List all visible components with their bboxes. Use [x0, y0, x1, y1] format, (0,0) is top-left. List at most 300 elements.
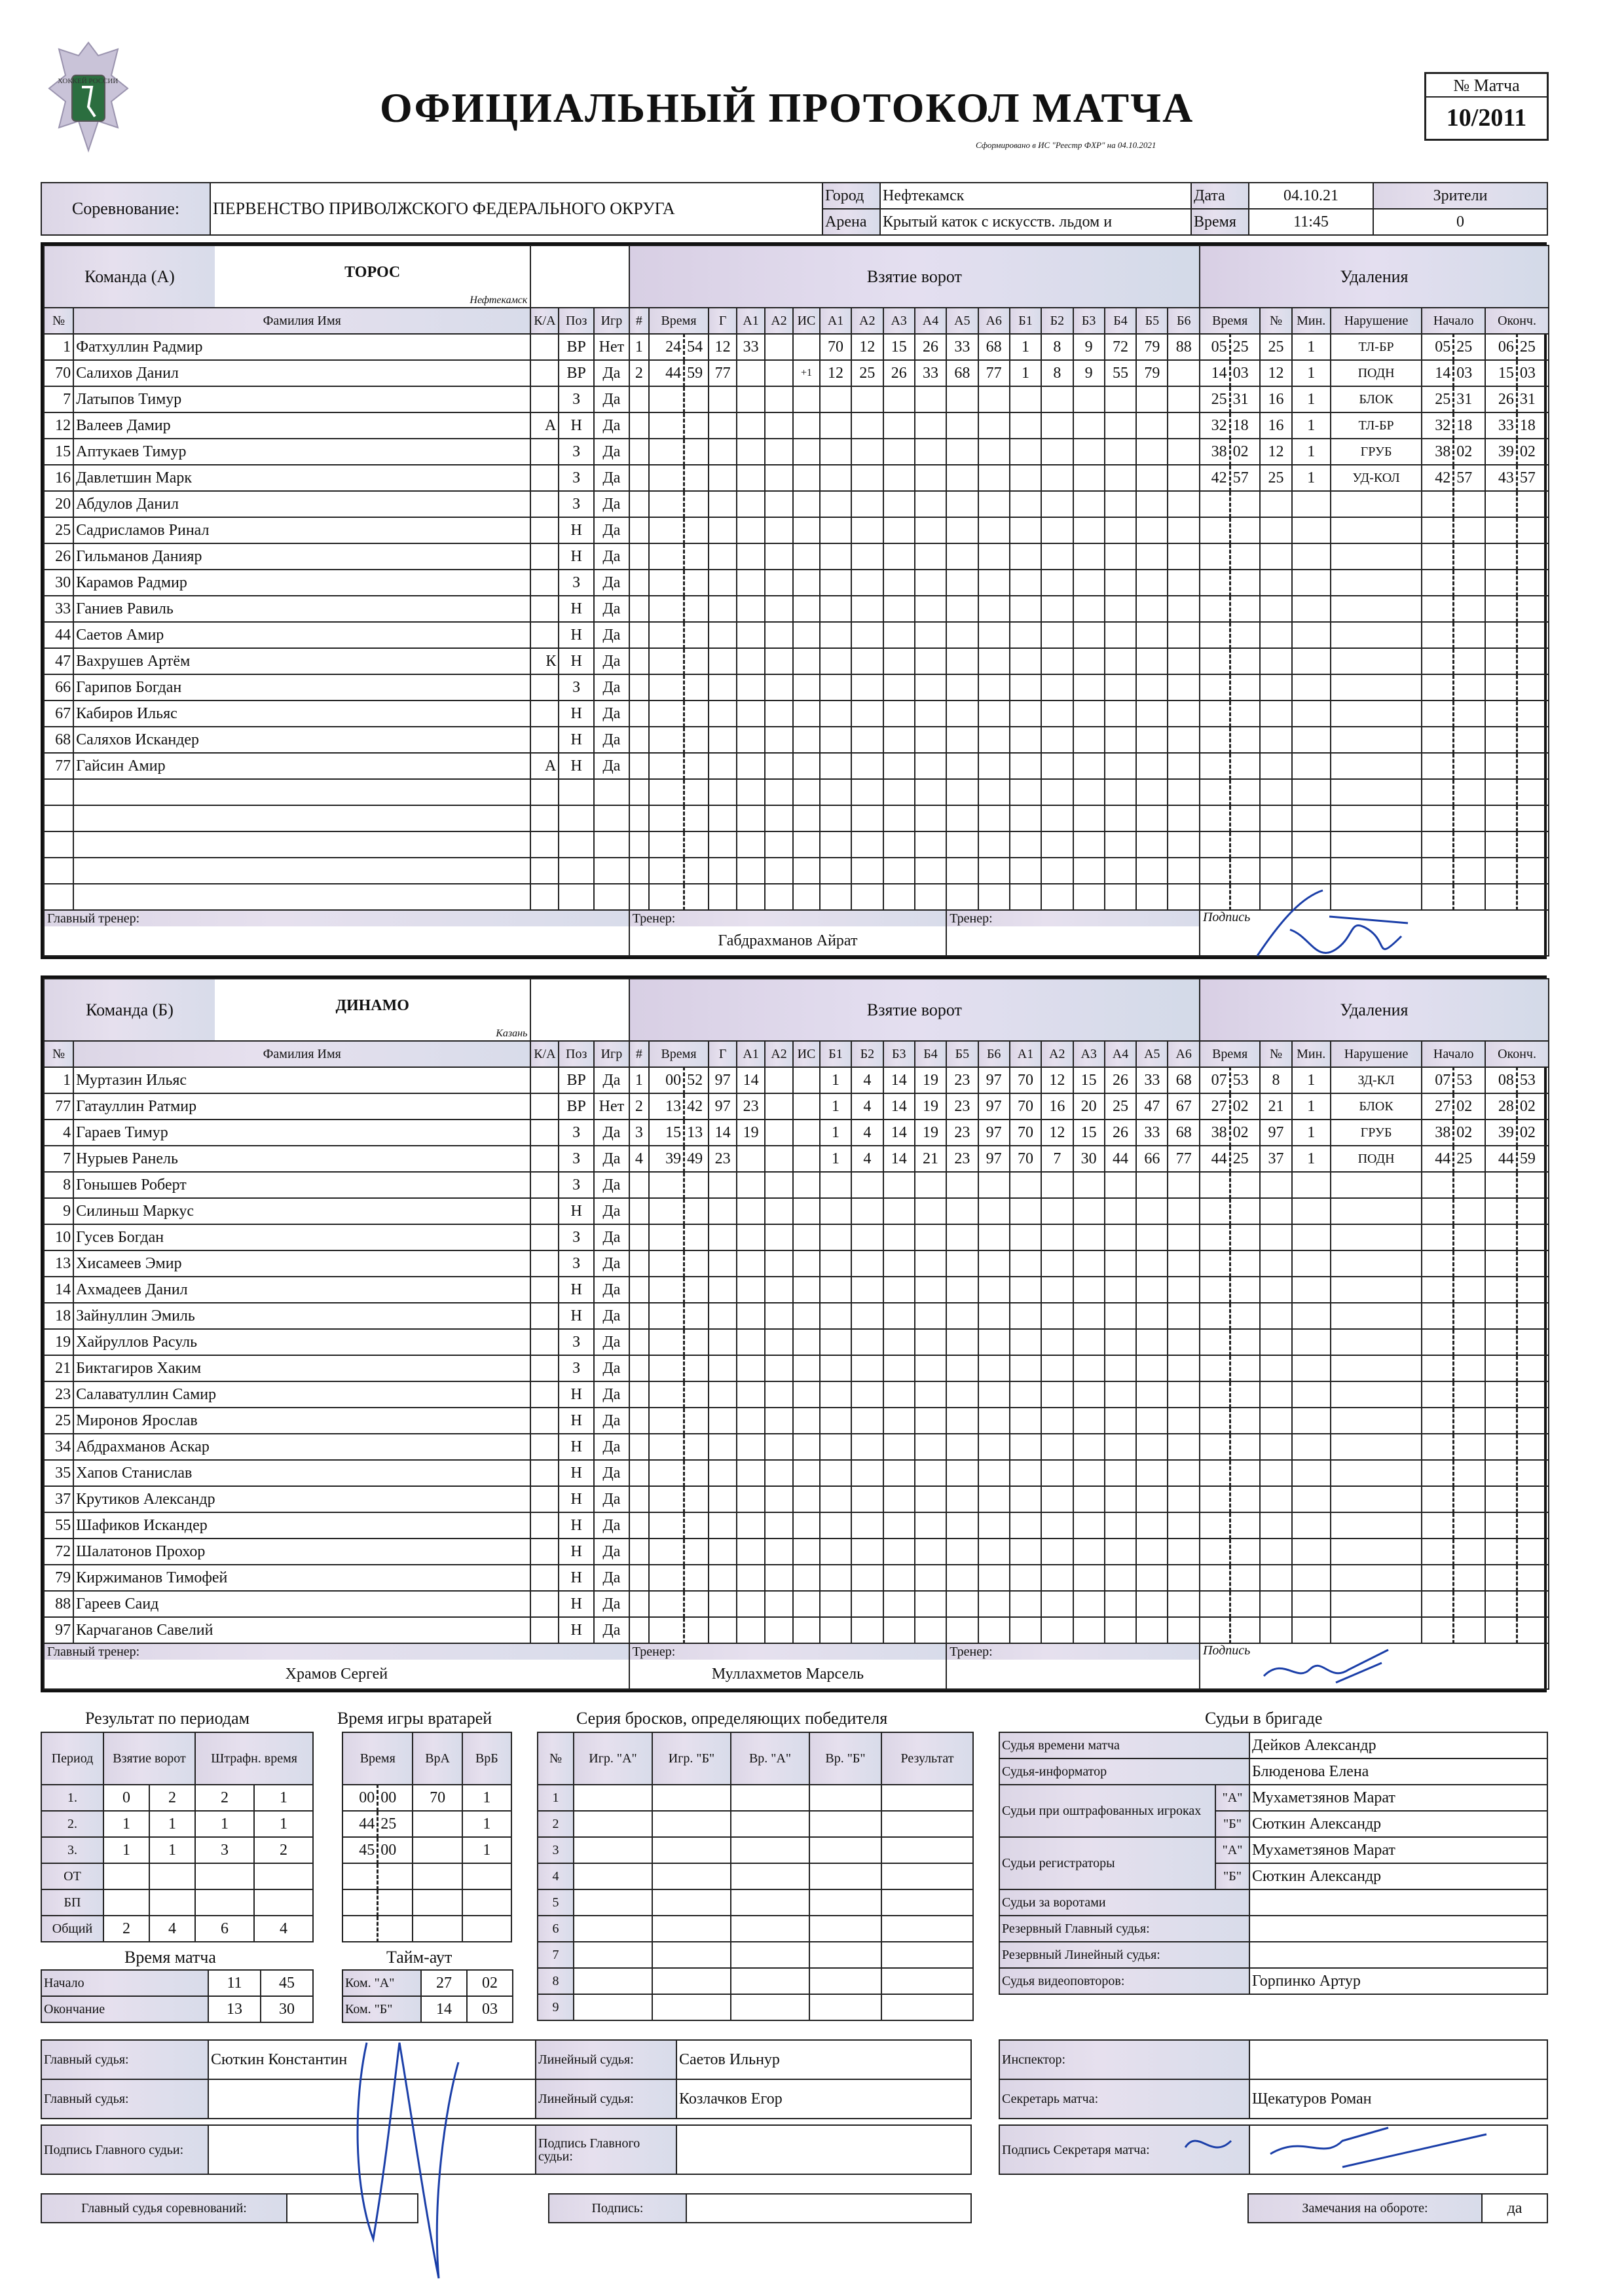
teamB-goal-a2: [765, 1120, 793, 1146]
secretary-value: Щекатуров Роман: [1249, 2079, 1547, 2119]
teamB-goal-onice: 14: [883, 1093, 915, 1120]
periods-header-penalty: Штрафн. время: [195, 1732, 313, 1785]
teamA-pen-end-sec: [1517, 701, 1549, 727]
teamA-goal-onice: [1010, 491, 1041, 517]
teamB-row-number: 1: [44, 1067, 73, 1093]
teamA-goal-onice: [1010, 727, 1041, 753]
teamA-goal-onice: 33: [915, 360, 946, 386]
teamA-goal-onice: [851, 674, 883, 701]
teamA-goal-is: [793, 570, 820, 596]
teamB-goal-onice: [946, 1277, 978, 1303]
teamA-goal-no: [629, 517, 649, 543]
teamA-goal-onice: [1073, 701, 1105, 727]
teamB-pen-start-min: [1422, 1329, 1453, 1355]
teamB-goal-onice: [978, 1329, 1010, 1355]
teamB-pen-minutes: [1292, 1591, 1331, 1617]
teamA-goal-onice: [851, 622, 883, 648]
teamB-goal-onice: [1073, 1539, 1105, 1565]
teamA-row-player-name: Гарипов Богдан: [73, 674, 530, 701]
teamA-pen-sec: 25: [1230, 334, 1260, 360]
teamA-goal-onice: [883, 465, 915, 491]
teamB-pen-player: [1260, 1512, 1291, 1539]
teamB-pen-violation: ПОДН: [1331, 1146, 1422, 1172]
teamB-goal-onice: [915, 1486, 946, 1512]
teamB-goal-onice: [1136, 1512, 1168, 1539]
teamA-goal-onice: 72: [1105, 334, 1136, 360]
teamA-row-played: [594, 831, 629, 858]
shootout-player-a: [574, 1942, 652, 1968]
teamA-pen-end-min: [1485, 543, 1517, 570]
sig-main-referee-2: [676, 2125, 971, 2174]
teamA-goal-onice: [820, 779, 851, 805]
teamB-goal-is: [793, 1434, 820, 1460]
periods-title: Результат по периодам: [85, 1709, 250, 1728]
teamB-goal-onice: [1105, 1198, 1136, 1224]
teamB-pen-end-min: [1485, 1250, 1517, 1277]
teamA-goal-onice: [1168, 674, 1199, 701]
timeout-a-sec: 02: [467, 1970, 513, 1996]
teamB-goal-min: 15: [649, 1120, 684, 1146]
teamB-goal-onice: [978, 1381, 1010, 1408]
teamA-goal-onice: [851, 701, 883, 727]
teamB-pen-start-sec: [1454, 1198, 1485, 1224]
teamA-goal-is: [793, 779, 820, 805]
teamB-goal-sec: [684, 1460, 709, 1486]
teamB-goal-onice: [946, 1617, 978, 1643]
teamA-goal-a2: [765, 622, 793, 648]
teamA-pen-minutes: [1292, 622, 1331, 648]
teamB-coach2-cell: [946, 1643, 1200, 1689]
teamA-goal-onice: [946, 674, 978, 701]
teamA-goal-onice: [1105, 701, 1136, 727]
shootout-no: 3: [538, 1837, 574, 1863]
goalies-header-a: ВрА: [413, 1732, 462, 1785]
teamB-pen-player: [1260, 1565, 1291, 1591]
teamB-goal-onice: [1168, 1408, 1199, 1434]
goalies-header-b: ВрБ: [462, 1732, 511, 1785]
teamB-goal-no: [629, 1172, 649, 1198]
goalie-time-min: 45: [342, 1837, 378, 1863]
teamB-goal-onice: [1105, 1591, 1136, 1617]
teamB-goal-onice: [883, 1539, 915, 1565]
teamA-goal-sec: [684, 884, 709, 910]
teamA-pen-violation: [1331, 517, 1422, 543]
teamA-goal-onice: [1073, 570, 1105, 596]
teamB-goal-onice: [1105, 1224, 1136, 1250]
teamB-row-number: 13: [44, 1250, 73, 1277]
teamA-goal-a2: [765, 439, 793, 465]
teamB-pen-violation: [1331, 1460, 1422, 1486]
teamB-row-player-name: Крутиков Александр: [73, 1486, 530, 1512]
teamB-goal-onice: 12: [1041, 1120, 1073, 1146]
teamA-row-position: Н: [559, 727, 594, 753]
teamA-goal-onice: [978, 543, 1010, 570]
teamA-pen-player: [1260, 779, 1291, 805]
teamB-pen-end-min: [1485, 1617, 1517, 1643]
teamB-goal-onice: [915, 1539, 946, 1565]
teamB-goal-onice: [915, 1303, 946, 1329]
teamA-row-player-name: Кабиров Ильяс: [73, 701, 530, 727]
teamB-goal-onice: [1168, 1277, 1199, 1303]
teamA-goal-onice: 12: [851, 334, 883, 360]
teamB-goal-a1: [737, 1512, 765, 1539]
official-name: Сюткин Александр: [1249, 1811, 1547, 1837]
teamA-pen-end-sec: 25: [1517, 334, 1549, 360]
teamA-pen-sec: 18: [1230, 412, 1260, 439]
teamA-goal-onice: [1136, 805, 1168, 831]
teamA-goal-is: [793, 334, 820, 360]
teamA-row-number: 26: [44, 543, 73, 570]
teamB-pen-sec: [1230, 1460, 1260, 1486]
teamA-row-player-name: Саляхов Искандер: [73, 727, 530, 753]
teamA-row-number: 44: [44, 622, 73, 648]
teamB-goal-onice: 4: [851, 1120, 883, 1146]
teamB-goal-a2: [765, 1093, 793, 1120]
teamB-goal-sec: [684, 1329, 709, 1355]
teamA-goal-onice: 26: [915, 334, 946, 360]
teamA-pen-sec: [1230, 701, 1260, 727]
teamB-pen-sec: [1230, 1277, 1260, 1303]
teamB-goal-min: [649, 1329, 684, 1355]
teamA-row-position: Н: [559, 412, 594, 439]
teamB-goal-scorer: [709, 1512, 737, 1539]
goalie-time-sec: [378, 1863, 413, 1889]
teamA-goal-sec: [684, 386, 709, 412]
teamB-pen-minutes: [1292, 1381, 1331, 1408]
match-start-hour: 11: [208, 1970, 261, 1996]
teamA-row-position: Н: [559, 543, 594, 570]
teamA-pen-sec: [1230, 517, 1260, 543]
teamB-row-played: Да: [594, 1565, 629, 1591]
teamA-row-number: [44, 884, 73, 910]
teamB-goal-scorer: [709, 1198, 737, 1224]
period-goals-b: [149, 1889, 195, 1916]
teamA-goal-is: [793, 465, 820, 491]
teamB-pen-minutes: 1: [1292, 1146, 1331, 1172]
teamA-goal-onice: [1136, 386, 1168, 412]
teamB-row-position: Н: [559, 1486, 594, 1512]
teamA-pen-start-min: [1422, 517, 1453, 543]
teamA-goal-onice: [820, 386, 851, 412]
teamA-goal-onice: [1105, 491, 1136, 517]
teamB-row-number: 4: [44, 1120, 73, 1146]
teamB-pen-player: [1260, 1434, 1291, 1460]
teamA-goal-a2: [765, 701, 793, 727]
teamA-pen-violation: [1331, 674, 1422, 701]
teamB-goal-onice: [851, 1381, 883, 1408]
teamA-goal-a1: [737, 622, 765, 648]
teamB-goal-sec: [684, 1224, 709, 1250]
teamB-goal-onice: [978, 1512, 1010, 1539]
teamA-goal-is: [793, 805, 820, 831]
teamB-goal-onice: [1010, 1434, 1041, 1460]
teamB-pen-end-sec: [1517, 1329, 1549, 1355]
teamB-h-onice-9: А4: [1105, 1041, 1136, 1067]
teamA-goal-onice: [883, 727, 915, 753]
teamB-goal-onice: [1010, 1329, 1041, 1355]
teamB-pen-end-min: [1485, 1539, 1517, 1565]
teamA-h-onice-8: Б3: [1073, 308, 1105, 334]
teamA-row-player-name: Садрисламов Ринал: [73, 517, 530, 543]
teamB-goal-onice: [851, 1198, 883, 1224]
teamB-goal-onice: [851, 1355, 883, 1381]
teamB-pen-end-sec: [1517, 1539, 1549, 1565]
teamB-pen-start-sec: [1454, 1486, 1485, 1512]
teamA-goal-onice: [915, 858, 946, 884]
teamA-goal-onice: 9: [1073, 360, 1105, 386]
teamB-goal-onice: 97: [978, 1093, 1010, 1120]
teamB-pen-end-sec: [1517, 1250, 1549, 1277]
teamA-goal-onice: [1041, 727, 1073, 753]
teamB-goal-no: [629, 1539, 649, 1565]
teamA-h-onice-10: Б5: [1136, 308, 1168, 334]
teamA-goal-onice: [820, 439, 851, 465]
teamA-h-g: Г: [709, 308, 737, 334]
teamA-goal-onice: [978, 439, 1010, 465]
teamA-row-number: [44, 779, 73, 805]
teamB-goal-onice: [978, 1539, 1010, 1565]
teamB-row-ka: [530, 1120, 559, 1146]
teamA-goal-onice: [1168, 517, 1199, 543]
teamB-row-played: Да: [594, 1381, 629, 1408]
teamA-goal-onice: [1168, 360, 1199, 386]
teamA-row-played: Да: [594, 543, 629, 570]
official-role: Судья-информатор: [999, 1758, 1249, 1785]
teamB-goal-onice: [1041, 1277, 1073, 1303]
teamB-goal-onice: [1136, 1565, 1168, 1591]
teamA-h-onice-5: А6: [978, 308, 1010, 334]
teamB-goal-onice: [1041, 1329, 1073, 1355]
teamB-goal-onice: 21: [915, 1146, 946, 1172]
teamB-goal-sec: [684, 1591, 709, 1617]
teamA-row-played: Да: [594, 412, 629, 439]
teamA-goal-a1: [737, 491, 765, 517]
teamB-goal-onice: [820, 1565, 851, 1591]
teamA-goal-onice: [851, 727, 883, 753]
teamB-goal-onice: [1041, 1434, 1073, 1460]
shootout-goalie-b: [809, 1916, 881, 1942]
main-referee-1: Сюткин Константин: [208, 2040, 536, 2079]
teamB-goal-onice: 33: [1136, 1120, 1168, 1146]
teamA-goal-onice: [1041, 805, 1073, 831]
teamB-goal-onice: [1105, 1539, 1136, 1565]
teamB-goal-onice: [915, 1172, 946, 1198]
teamB-goal-onice: [1168, 1355, 1199, 1381]
period-pen-a: 2: [195, 1785, 254, 1811]
teamB-goal-onice: [820, 1224, 851, 1250]
teamA-pen-min: [1200, 648, 1230, 674]
teamA-goal-onice: [883, 805, 915, 831]
teamA-pen-minutes: [1292, 674, 1331, 701]
teamB-goal-onice: [851, 1539, 883, 1565]
teamA-goal-a1: [737, 412, 765, 439]
teamB-goal-scorer: [709, 1486, 737, 1512]
teamB-goal-onice: [820, 1460, 851, 1486]
teamB-goal-onice: [883, 1408, 915, 1434]
teamA-goal-sec: 54: [684, 334, 709, 360]
teamA-goal-onice: [978, 517, 1010, 543]
teamA-goal-onice: [978, 701, 1010, 727]
teamA-h-pos: Поз: [559, 308, 594, 334]
teamB-goal-onice: [851, 1277, 883, 1303]
time-value: 11:45: [1249, 209, 1373, 235]
teamB-goal-onice: [1073, 1591, 1105, 1617]
goalie-a: [413, 1863, 462, 1889]
teamA-goal-onice: [946, 648, 978, 674]
teamA-coach1-label: Тренер:: [630, 911, 946, 926]
teamB-h-goal-time: Время: [649, 1041, 709, 1067]
teamA-goal-no: 2: [629, 360, 649, 386]
teamB-h-pen-min: Мин.: [1292, 1041, 1331, 1067]
teamA-pen-end-min: [1485, 884, 1517, 910]
teamA-pen-start-sec: 03: [1454, 360, 1485, 386]
teamB-goal-a2: [765, 1067, 793, 1093]
teamB-pen-end-min: [1485, 1355, 1517, 1381]
teamA-goal-scorer: 12: [709, 334, 737, 360]
teamA-goal-sec: 59: [684, 360, 709, 386]
teamB-goal-min: 13: [649, 1093, 684, 1120]
teamA-row-player-name: Ганиев Равиль: [73, 596, 530, 622]
teamA-goal-onice: [820, 570, 851, 596]
teamB-goal-onice: 4: [851, 1067, 883, 1093]
teamB-goal-onice: [851, 1512, 883, 1539]
teamA-goal-sec: [684, 753, 709, 779]
teamB-goal-no: [629, 1512, 649, 1539]
teamB-goal-sec: 52: [684, 1067, 709, 1093]
teamB-pen-end-sec: [1517, 1381, 1549, 1408]
teamA-pen-start-sec: [1454, 701, 1485, 727]
teamB-pen-player: [1260, 1460, 1291, 1486]
teamB-pen-violation: [1331, 1408, 1422, 1434]
official-role: Резервный Линейный судья:: [999, 1942, 1249, 1968]
teamA-row-position: Н: [559, 596, 594, 622]
teamB-goal-min: [649, 1617, 684, 1643]
teamB-pen-minutes: [1292, 1486, 1331, 1512]
teamB-pen-end-min: [1485, 1303, 1517, 1329]
teamA-pen-start-sec: [1454, 674, 1485, 701]
teamB-pen-minutes: 1: [1292, 1120, 1331, 1146]
official-name: Мухаметзянов Марат: [1249, 1837, 1547, 1863]
teamA-goal-no: [629, 779, 649, 805]
teamA-row-number: [44, 858, 73, 884]
teamB-goal-a2: [765, 1617, 793, 1643]
shootout-header-player-a: Игр. "А": [574, 1732, 652, 1785]
teamA-goal-onice: [1073, 831, 1105, 858]
teamA-goal-onice: [1041, 701, 1073, 727]
teamA-goal-onice: [820, 465, 851, 491]
teamA-row-ka: К: [530, 648, 559, 674]
teamB-goal-sec: [684, 1565, 709, 1591]
teamA-row-played: Да: [594, 570, 629, 596]
teamB-pen-min: [1200, 1381, 1230, 1408]
teamA-goal-a2: [765, 412, 793, 439]
teamB-row-ka: [530, 1329, 559, 1355]
teamA-goal-a2: [765, 648, 793, 674]
teamB-goal-onice: [1168, 1617, 1199, 1643]
teamA-goal-onice: [1041, 596, 1073, 622]
shootout-player-b: [652, 1889, 731, 1916]
teamA-goal-scorer: [709, 412, 737, 439]
teamA-goal-onice: [946, 570, 978, 596]
teamA-goal-a1: [737, 779, 765, 805]
teamA-goal-onice: [883, 570, 915, 596]
teamB-pen-minutes: 1: [1292, 1067, 1331, 1093]
teamB-goal-onice: [1041, 1539, 1073, 1565]
teamA-goal-onice: [1168, 439, 1199, 465]
teamB-pen-start-min: [1422, 1303, 1453, 1329]
teamB-row-played: Да: [594, 1355, 629, 1381]
teamB-goal-sec: [684, 1539, 709, 1565]
teamA-pen-end-min: 15: [1485, 360, 1517, 386]
teamA-goal-onice: [915, 701, 946, 727]
teamA-pen-violation: ТЛ-БР: [1331, 412, 1422, 439]
teamA-pen-minutes: [1292, 570, 1331, 596]
teamB-goal-onice: [946, 1460, 978, 1486]
teamA-goal-onice: [851, 596, 883, 622]
teamB-goal-onice: [978, 1198, 1010, 1224]
teamB-pen-start-min: [1422, 1434, 1453, 1460]
teamB-pen-sec: 53: [1230, 1067, 1260, 1093]
teamB-pen-end-sec: [1517, 1408, 1549, 1434]
goalie-a: [413, 1811, 462, 1837]
official-tag: "Б": [1215, 1811, 1249, 1837]
teamB-goal-onice: 26: [1105, 1067, 1136, 1093]
teamB-goal-onice: [1105, 1512, 1136, 1539]
teamB-goal-no: [629, 1591, 649, 1617]
shootout-player-b: [652, 1811, 731, 1837]
teamA-goal-onice: 1: [1010, 360, 1041, 386]
teamA-goal-min: [649, 543, 684, 570]
teamA-pen-start-min: [1422, 596, 1453, 622]
teamB-goal-scorer: [709, 1355, 737, 1381]
teamB-h-a2: А2: [765, 1041, 793, 1067]
teamB-row-played: Да: [594, 1067, 629, 1093]
teamB-row-number: 77: [44, 1093, 73, 1120]
logo: [46, 36, 131, 160]
teamA-row-player-name: [73, 858, 530, 884]
teamB-goal-onice: 68: [1168, 1067, 1199, 1093]
teamB-goal-onice: 66: [1136, 1146, 1168, 1172]
teamA-goal-a1: [737, 439, 765, 465]
teamB-goal-scorer: [709, 1250, 737, 1277]
teamB-pen-sec: [1230, 1565, 1260, 1591]
teamA-row-played: Да: [594, 753, 629, 779]
teamA-goal-onice: [1168, 648, 1199, 674]
teamB-h-pen-violation: Нарушение: [1331, 1041, 1422, 1067]
teamB-row-ka: [530, 1250, 559, 1277]
teamB-goal-min: [649, 1512, 684, 1539]
teamB-goal-onice: [1136, 1224, 1168, 1250]
teamA-row-position: З: [559, 386, 594, 412]
teamA-pen-player: [1260, 727, 1291, 753]
teamA-goal-onice: [1041, 779, 1073, 805]
teamA-pen-sec: [1230, 570, 1260, 596]
teamB-goals-title: Взятие ворот: [629, 979, 1200, 1041]
teamA-row-ka: А: [530, 412, 559, 439]
timeout-b-min: 14: [421, 1996, 467, 2022]
teamB-goal-onice: [1041, 1512, 1073, 1539]
teamB-goal-onice: [946, 1355, 978, 1381]
teamB-row-position: ВР: [559, 1067, 594, 1093]
teamB-row-played: Да: [594, 1434, 629, 1460]
teamA-row-ka: [530, 779, 559, 805]
teamB-pen-end-sec: [1517, 1512, 1549, 1539]
teamB-goal-onice: [1041, 1355, 1073, 1381]
teamA-goal-onice: [946, 543, 978, 570]
teamA-pen-end-min: [1485, 779, 1517, 805]
teamA-pen-end-sec: [1517, 596, 1549, 622]
teamA-goal-onice: [915, 648, 946, 674]
